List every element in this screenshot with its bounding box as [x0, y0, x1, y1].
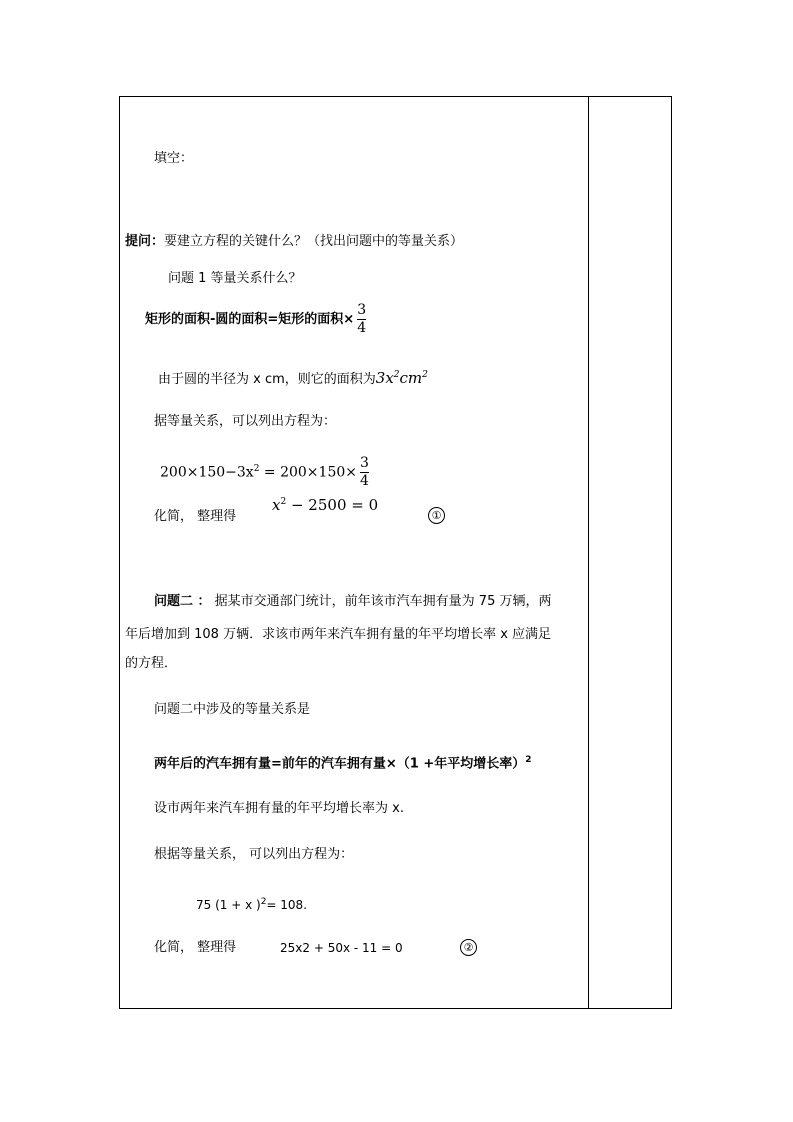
list-equation2-text: 根据等量关系， 可以列出方程为：	[154, 847, 354, 862]
problem2-line2: 年后增加到 108 万辆．求该市两年来汽车拥有量的年平均增长率 x 应满足	[125, 627, 552, 642]
problem1-relation-question: 问题 1 等量关系什么？	[168, 271, 302, 286]
problem2-line3: 的方程．	[125, 656, 178, 671]
equation1-fraction: $\frac{3}{4}$	[360, 455, 369, 490]
question-prompt-label: 提问：	[125, 234, 165, 249]
relation1-text: 矩形的面积-圆的面积=矩形的面积×	[145, 312, 355, 327]
equation1: $200\times 150-3x^2 = 200\times 150\times$ $\frac{3}{4}$	[160, 455, 369, 490]
area-expression: $3x^2cm^2$	[375, 369, 428, 387]
relation1-frac-num: 3	[357, 302, 367, 318]
equation-marker-1: ①	[428, 507, 445, 524]
simplify2-label: 化简， 整理得	[154, 940, 237, 955]
relation1-fraction	[357, 303, 366, 336]
question-prompt-text: 要建立方程的关键什么？（找出问题中的等量关系）	[164, 234, 464, 249]
problem2-line1: 问题二 ： 据某市交通部门统计，前年该市汽车拥有量为 75 万辆，两	[154, 594, 552, 609]
question-prompt	[125, 234, 463, 250]
equation-marker-2: ②	[460, 939, 477, 956]
simplified-equation2: 25x2 + 50x - 11 = 0	[280, 941, 403, 955]
simplify1-label: 化简， 整理得	[154, 509, 237, 524]
assume-text: 设市两年来汽车拥有量的年平均增长率为 x.	[154, 801, 404, 816]
relation1-line	[145, 302, 366, 338]
relation1-frac-den: 4	[357, 320, 367, 336]
table-frame	[119, 96, 672, 1009]
area-text: 由于圆的半径为 x cm，则它的面积为	[158, 372, 376, 387]
equation2: 75 (1 + x )$^2$= 108.	[196, 897, 308, 912]
relation2-line: 两年后的汽车拥有量=前年的汽车拥有量×（1 +年平均增长率）$^2$	[154, 755, 532, 772]
fill-blank-label: 填空：	[154, 151, 194, 166]
problem2-relation-intro: 问题二中涉及的等量关系是	[154, 702, 311, 717]
simplified-equation1: $x^2 - 2500 = 0$	[272, 496, 379, 514]
table-column-divider	[588, 96, 589, 1009]
problem2-label: 问题二 ：	[154, 594, 211, 609]
list-equation-text: 据等量关系，可以列出方程为：	[154, 414, 337, 429]
area-line	[158, 367, 428, 388]
